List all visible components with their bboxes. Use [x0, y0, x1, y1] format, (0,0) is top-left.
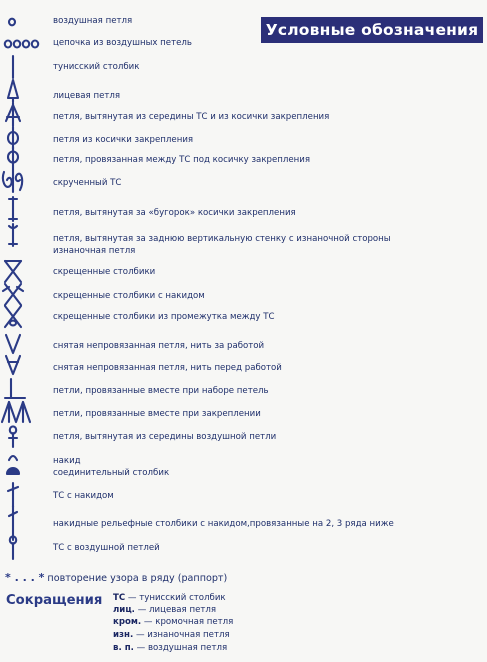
legend-label: петли, провязанные вместе при закреплении — [53, 409, 261, 419]
abbreviation-meaning: — тунисский столбик — [127, 593, 226, 603]
legend-title: Условные обозначения — [261, 17, 483, 43]
abbreviation-row — [113, 617, 233, 628]
abbreviation-meaning: — изнаночная петля — [135, 630, 230, 640]
legend-label: петля, вытянутая из середины ТС и из косички закрепления — [53, 112, 330, 122]
abbreviation-row — [113, 605, 216, 616]
abbreviation-meaning: — кромочная петля — [143, 617, 234, 627]
loop-back-wall-icon — [0, 224, 46, 248]
relief-stitches-icon — [0, 506, 46, 530]
abbreviation-row — [113, 643, 227, 654]
abbreviation-term: изн. — [113, 630, 134, 640]
chain-of-stitches-icon — [0, 34, 46, 58]
legend-label: петли, провязанные вместе при наборе петель — [53, 386, 269, 396]
loops-together-bindoff-icon — [0, 400, 46, 424]
ts-chain-icon — [0, 535, 46, 559]
abbreviation-meaning: — воздушная петля — [136, 643, 228, 653]
abbreviation-term: кром. — [113, 617, 142, 627]
abbreviation-term: лиц. — [113, 605, 135, 615]
abbreviation-meaning: — лицевая петля — [137, 605, 217, 615]
legend-label: скрещенные столбики с накидом — [53, 291, 205, 301]
abbreviation-row — [113, 593, 226, 604]
twisted-ts-icon — [0, 168, 46, 192]
ts-yarn-over-icon — [0, 483, 46, 507]
legend-label: снятая непровязанная петля, нить перед работой — [53, 363, 282, 373]
legend-label: тунисский столбик — [53, 62, 140, 72]
legend-label: накидные рельефные столбики с накидом,провязанные на 2, 3 ряда ниже — [53, 519, 394, 529]
repeat-label: повторение узора в ряду (раппорт) — [47, 573, 228, 584]
tunisian-stitch-icon — [0, 56, 46, 80]
legend-label: петля, вытянутая за «бугорок» косички закрепления — [53, 208, 296, 218]
abbreviation-term: в. п. — [113, 643, 134, 653]
loop-bump-icon — [0, 197, 46, 221]
repeat-stars: * . . . * — [5, 571, 45, 584]
legend-label: снятая непровязанная петля, нить за работой — [53, 341, 265, 351]
legend-label: соединительный столбик — [53, 468, 170, 478]
legend-label: лицевая петля — [53, 91, 121, 101]
knit-stitch-icon — [0, 80, 46, 104]
legend-label: изнаночная петля — [53, 246, 136, 256]
loops-together-setup-icon — [0, 378, 46, 402]
abbreviation-term: ТС — [113, 593, 126, 603]
legend-label: петля из косички закрепления — [53, 135, 194, 145]
abbreviations-title: Сокращения — [6, 593, 103, 608]
legend-label: скрученный ТС — [53, 178, 122, 188]
legend-label: цепочка из воздушных петель — [53, 38, 192, 48]
legend-label: скрещенные столбики — [53, 267, 156, 277]
legend-label: воздушная петля — [53, 16, 133, 26]
loop-middle-chain-icon — [0, 424, 46, 448]
crossed-stitches-icon — [0, 260, 46, 284]
slip-yarn-front-icon — [0, 354, 46, 378]
legend-label: петля, вытянутая из середины воздушной петли — [53, 432, 277, 442]
crossed-stitches-gap-icon — [0, 305, 46, 329]
legend-label: ТС с накидом — [53, 491, 114, 501]
legend-label: петля, вытянутая за заднюю вертикальную стенку с изнаночной стороны — [53, 234, 391, 244]
repeat-note — [5, 571, 227, 584]
legend-label: накид — [53, 456, 81, 466]
crossed-stitches-yo-icon — [0, 283, 46, 307]
legend-label: петля, провязанная между ТС под косичку закрепления — [53, 155, 311, 165]
legend-label: ТС с воздушной петлей — [53, 543, 160, 553]
loop-middle-ts-icon — [0, 103, 46, 127]
abbreviation-row — [113, 630, 230, 641]
legend-label: скрещенные столбики из промежутка между ТС — [53, 312, 275, 322]
